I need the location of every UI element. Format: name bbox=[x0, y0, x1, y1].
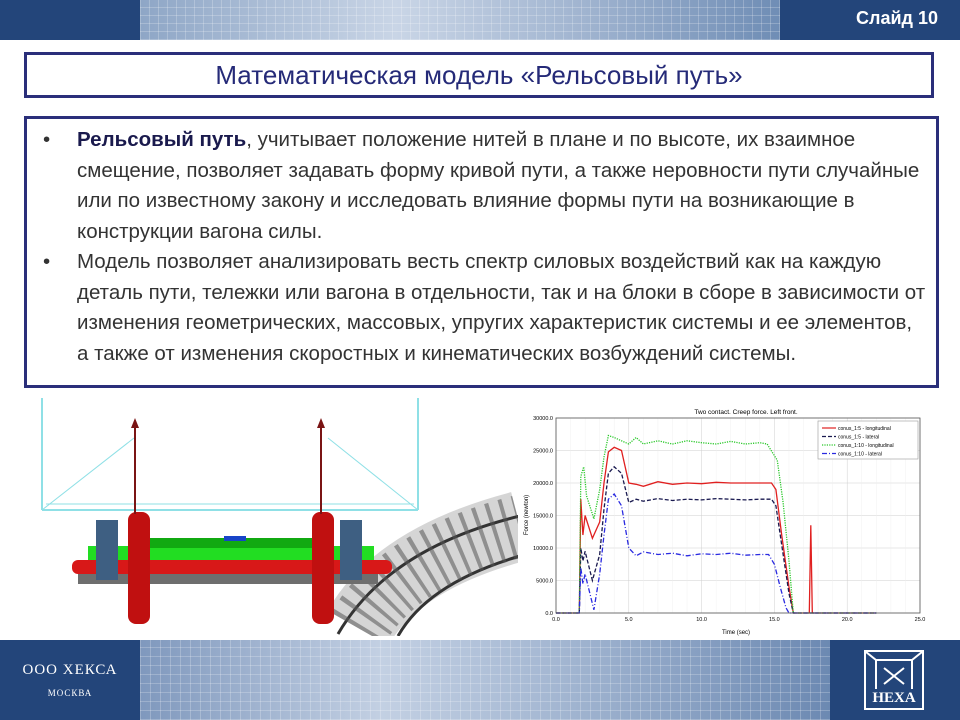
x-axis-label: Time (sec) bbox=[721, 630, 751, 636]
x-tick-label: 10.0 bbox=[696, 617, 707, 623]
bullet-item bbox=[39, 247, 926, 369]
creep-force-chart bbox=[518, 405, 938, 637]
y-tick-label: 30000.0 bbox=[533, 416, 553, 422]
force-arrow-right bbox=[317, 418, 325, 514]
y-tick-label: 20000.0 bbox=[533, 481, 553, 487]
legend-entry: conus_1:10 - longitudinal bbox=[838, 443, 894, 449]
wheelset-model-image bbox=[38, 398, 520, 636]
y-tick-label: 25000.0 bbox=[533, 448, 553, 455]
y-tick-label: 10000.0 bbox=[533, 546, 553, 552]
chart-title: Two contact. Creep force. Left front. bbox=[694, 409, 798, 416]
x-tick-label: 20.0 bbox=[841, 617, 853, 623]
hexa-logo bbox=[864, 650, 924, 710]
force-arrow-left bbox=[131, 418, 139, 514]
wheel-left bbox=[128, 512, 150, 624]
mesh-decoration bbox=[140, 0, 780, 40]
bullet-dot-icon: • bbox=[43, 250, 51, 273]
axle-box-right bbox=[340, 520, 362, 580]
slide-number: Слайд 10 bbox=[856, 8, 938, 28]
logo-text: HEXA bbox=[866, 689, 922, 707]
y-tick-label: 0.0 bbox=[545, 611, 553, 617]
y-axis-label: Force (newton) bbox=[524, 494, 530, 536]
mesh-decoration bbox=[140, 640, 830, 720]
title-box bbox=[24, 52, 934, 98]
axle-box-left bbox=[96, 520, 118, 580]
bottom-banner bbox=[0, 640, 960, 720]
x-tick-label: 0.0 bbox=[552, 617, 560, 623]
bullet-body: Модель позволяет анализировать весть спектр силовых воздействий как на каждую деталь пути, тележки или вагона в отдельности, так и на блоки в сборе в зависимости от изменения геометрических, массовых, упругих характеристик системы и ее элементов, а также от изменения скоростных и кинематических возбуждений системы. bbox=[77, 250, 926, 365]
bullet-body: , учитывает положение нитей в плане и по высоте, их взаимное смещение, позволяет задавать форму кривой пути, а также неровности пути случайные или по известному закону и исследовать влияние формы пути на возникающие в конструкции вагона силы. bbox=[77, 128, 920, 243]
bullet-text bbox=[77, 247, 926, 369]
hexa-logo-icon bbox=[866, 652, 922, 692]
wheel-right bbox=[312, 512, 334, 624]
y-tick-label: 15000.0 bbox=[533, 513, 553, 520]
bullet-text bbox=[77, 125, 926, 247]
slide-title: Математическая модель «Рельсовый путь» bbox=[215, 59, 743, 90]
top-banner bbox=[0, 0, 960, 40]
car-body-frame bbox=[42, 398, 418, 510]
legend-entry: conus_1:5 - lateral bbox=[838, 434, 880, 441]
x-tick-label: 25.0 bbox=[914, 617, 926, 623]
chart-legend bbox=[818, 421, 918, 459]
bullet-item bbox=[39, 125, 926, 247]
company-city: МОСКВА bbox=[47, 688, 93, 698]
x-tick-label: 5.0 bbox=[624, 617, 633, 623]
x-tick-label: 15.0 bbox=[769, 617, 780, 623]
legend-entry: conus_1:10 - lateral bbox=[838, 451, 882, 458]
bullet-bold-term: Рельсовый путь bbox=[77, 128, 247, 151]
y-tick-label: 5000.0 bbox=[536, 578, 553, 585]
legend-entry: conus_1:5 - longitudinal bbox=[838, 426, 891, 432]
content-box bbox=[24, 116, 939, 388]
bullet-dot-icon: • bbox=[43, 128, 51, 151]
company-name: ООО ХЕКСА bbox=[22, 662, 118, 678]
